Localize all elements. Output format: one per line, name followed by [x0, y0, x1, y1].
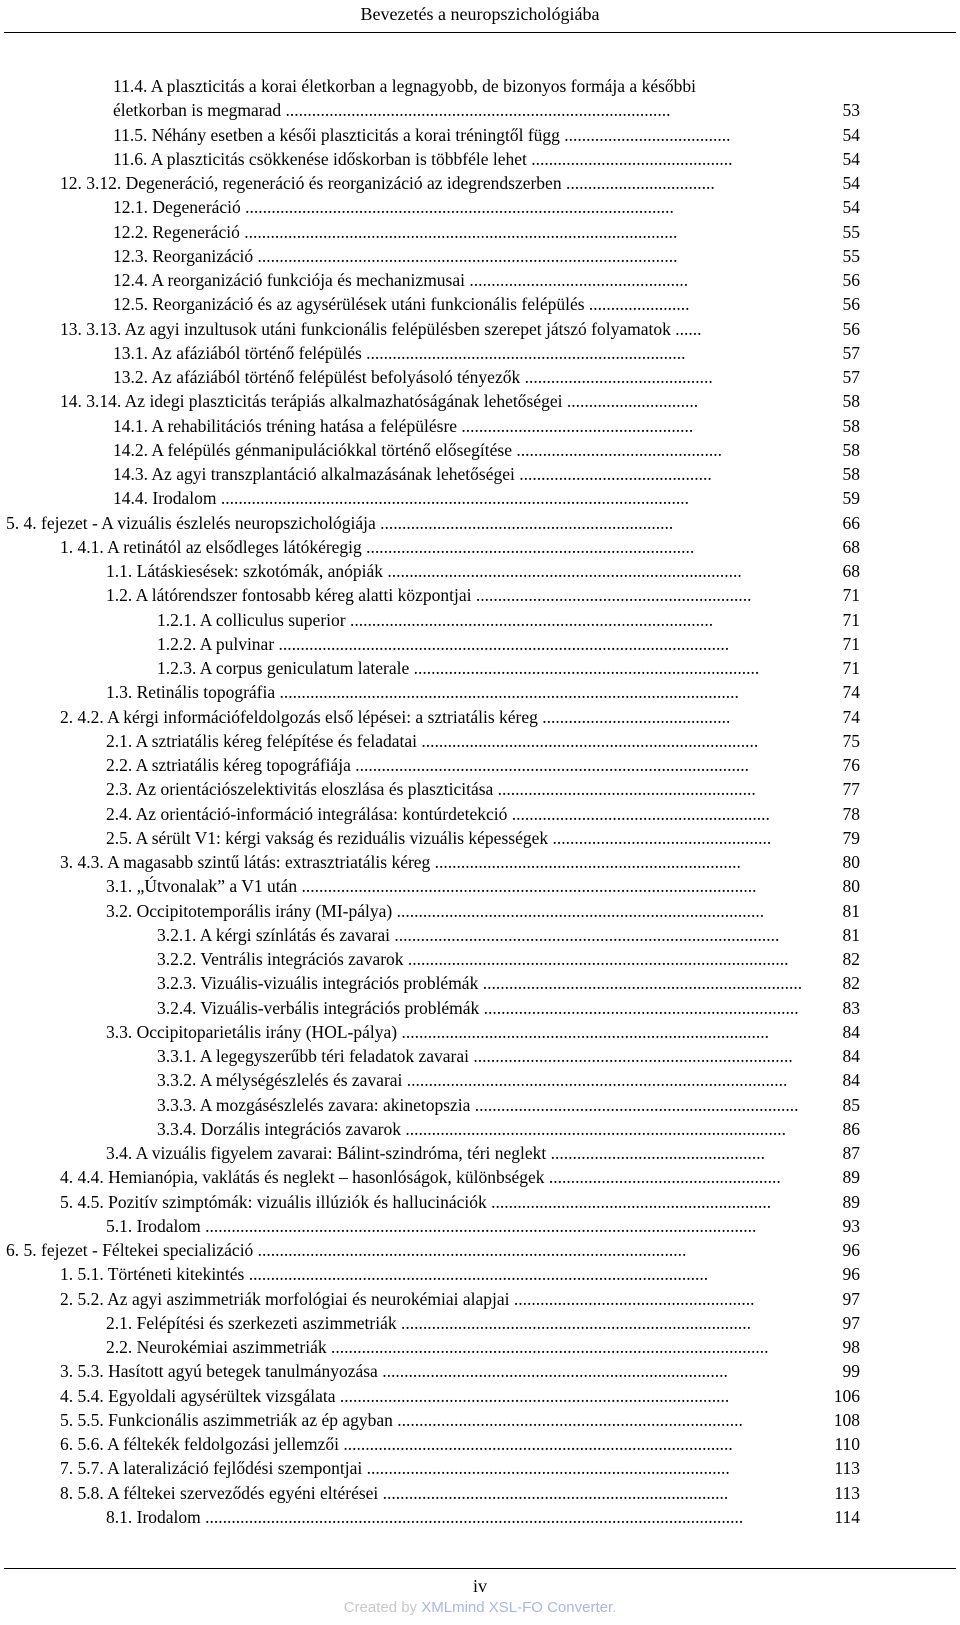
- toc-entry[interactable]: [0, 1505, 860, 1529]
- toc-page-number: 96: [842, 1264, 860, 1285]
- toc-entry-title: 4. 4.4. Hemianópia, vaklátás és neglekt – hasonlóságok, különbségek .....................................................: [60, 1167, 781, 1188]
- toc-entry-title: 3. 5.3. Hasított agyú betegek tanulmányozása ...............................................................................: [60, 1361, 728, 1382]
- toc-entry[interactable]: [0, 971, 860, 995]
- toc-entry-title: 1.3. Retinális topográfia .........................................................................................................: [106, 682, 739, 703]
- toc-page-number: 79: [842, 827, 860, 848]
- toc-entry-title: 3.3. Occipitoparietális irány (HOL-pálya) ....................................................................................: [106, 1021, 769, 1042]
- toc-entry[interactable]: [0, 608, 860, 632]
- toc-entry-title: 8. 5.8. A féltekei szerveződés egyéni eltérései ...............................................................................: [60, 1482, 729, 1503]
- toc-entry[interactable]: [0, 632, 860, 656]
- toc-entry[interactable]: [0, 729, 860, 753]
- toc-entry[interactable]: [0, 923, 860, 947]
- toc-entry[interactable]: [0, 147, 860, 171]
- toc-page-number: 56: [842, 294, 860, 315]
- table-of-contents: [0, 74, 960, 1529]
- toc-page-number: 71: [842, 633, 860, 654]
- toc-entry-title: 3. 4.3. A magasabb szintű látás: extrasztriatális kéreg ......................................................................: [60, 852, 741, 872]
- toc-entry[interactable]: [0, 680, 860, 704]
- toc-page-number: 113: [834, 1458, 860, 1479]
- toc-page-number: 54: [842, 173, 860, 193]
- footer-rule: [4, 1568, 956, 1569]
- toc-page-number: 59: [842, 488, 860, 509]
- toc-page-number: 84: [842, 1021, 860, 1042]
- toc-entry-title: 7. 5.7. A lateralizáció fejlődési szempontjai ...................................................................................: [60, 1458, 730, 1479]
- creator-credit: [0, 1599, 960, 1616]
- toc-entry[interactable]: [0, 1432, 860, 1456]
- toc-entry-title: életkorban is megmarad ........................................................................................: [113, 100, 671, 121]
- toc-page-number: 89: [842, 1167, 860, 1188]
- toc-entry[interactable]: [0, 1311, 860, 1335]
- toc-entry-title: 2.2. Neurokémiai aszimmetriák ....................................................................................................: [106, 1337, 769, 1357]
- toc-entry[interactable]: [0, 1044, 860, 1068]
- toc-page-number: 77: [842, 779, 860, 800]
- toc-entry-title: 14.3. Az agyi transzplantáció alkalmazásának lehetőségei ............................................: [113, 464, 712, 484]
- toc-entry[interactable]: [0, 947, 860, 971]
- toc-entry[interactable]: [0, 389, 860, 413]
- toc-page-number: 87: [842, 1143, 860, 1163]
- toc-entry[interactable]: [0, 123, 860, 147]
- toc-entry-title: 3.2.3. Vizuális-vizuális integrációs problémák .........................................................................: [157, 973, 803, 994]
- toc-entry-title: 3.2.1. A kérgi színlátás és zavarai ........................................................................................: [157, 924, 780, 945]
- toc-entry-title: 12.2. Regeneráció ...................................................................................................: [113, 221, 678, 242]
- toc-entry[interactable]: [0, 1190, 860, 1214]
- toc-entry[interactable]: [0, 899, 860, 923]
- toc-page-number: 114: [834, 1506, 860, 1527]
- toc-entry[interactable]: [0, 1262, 860, 1286]
- toc-entry-title: 2.3. Az orientációszelektivitás eloszlása és plaszticitása ...........................................................: [106, 779, 756, 800]
- toc-page-number: 71: [842, 658, 860, 678]
- toc-entry-title: 3.2. Occipitotemporális irány (MI-pálya) ....................................................................................: [106, 900, 765, 921]
- toc-entry[interactable]: [0, 705, 860, 729]
- toc-entry-title: 3.1. „Útvonalak” a V1 után ........................................................................................................: [106, 876, 757, 897]
- toc-page-number: 83: [842, 997, 860, 1018]
- toc-entry-title: 12.3. Reorganizáció ................................................................................................: [113, 245, 678, 266]
- toc-page-number: 68: [842, 561, 860, 581]
- toc-page-number: 82: [842, 949, 860, 969]
- toc-entry-title: 1.2.1. A colliculus superior ...................................................................................: [157, 609, 714, 630]
- header-rule: [4, 32, 956, 33]
- toc-entry-title: 1. 4.1. A retinától az elsődleges látókéregig ...........................................................................: [60, 536, 695, 557]
- toc-page-number: 75: [842, 730, 860, 751]
- page-number: iv: [472, 1576, 487, 1596]
- toc-entry[interactable]: [0, 777, 860, 801]
- toc-entry[interactable]: [0, 317, 860, 341]
- toc-entry-title: 11.6. A plaszticitás csökkenése időskorban is többféle lehet ..............................................: [113, 148, 733, 169]
- toc-entry[interactable]: [0, 583, 860, 607]
- toc-entry[interactable]: [0, 1068, 860, 1092]
- toc-entry[interactable]: [0, 98, 860, 122]
- toc-entry[interactable]: [0, 195, 860, 219]
- toc-entry-title: 3.2.4. Vizuális-verbális integrációs problémák ........................................................................: [157, 997, 799, 1018]
- toc-page-number: 57: [842, 367, 860, 387]
- toc-entry[interactable]: [0, 268, 860, 292]
- toc-page-number: 71: [842, 585, 860, 606]
- toc-entry-title: 3.3.3. A mozgásészlelés zavara: akinetopszia ..........................................................................: [157, 1094, 799, 1115]
- toc-entry[interactable]: [0, 826, 860, 850]
- toc-entry-title: 8.1. Irodalom ...........................................................................................................................: [106, 1506, 744, 1527]
- toc-entry-title: 2.1. Felépítési és szerkezeti aszimmetriák ................................................................................: [106, 1312, 751, 1333]
- toc-entry[interactable]: [0, 874, 860, 898]
- creator-brand-link[interactable]: XMLmind XSL-FO Converter: [421, 1599, 613, 1616]
- toc-page-number: 82: [842, 973, 860, 994]
- header-title: Bevezetés a neuropszichológiába: [360, 4, 600, 24]
- toc-page-number: 76: [842, 755, 860, 775]
- toc-entry[interactable]: [0, 753, 860, 777]
- toc-page-number: 98: [842, 1337, 860, 1357]
- toc-entry[interactable]: [0, 244, 860, 268]
- toc-entry-title: 2.2. A sztriatális kéreg topográfiája ..........................................................................................: [106, 755, 750, 775]
- creator-prefix: Created by: [343, 1599, 422, 1616]
- toc-entry[interactable]: [0, 220, 860, 244]
- toc-page-number: 54: [842, 148, 860, 169]
- toc-page-number: 57: [842, 342, 860, 363]
- toc-entry[interactable]: [0, 1020, 860, 1044]
- toc-page-number: 56: [842, 318, 860, 339]
- toc-page-number: 55: [842, 245, 860, 266]
- toc-page-number: 81: [842, 900, 860, 921]
- toc-entry-line[interactable]: [0, 74, 960, 98]
- toc-page-number: 58: [842, 415, 860, 436]
- toc-entry-title: 12.4. A reorganizáció funkciója és mechanizmusai ..................................................: [113, 270, 689, 290]
- toc-entry[interactable]: [0, 1335, 860, 1359]
- toc-entry[interactable]: [0, 1384, 860, 1408]
- toc-entry[interactable]: [0, 486, 860, 510]
- toc-page-number: 110: [834, 1434, 860, 1454]
- toc-entry-title: 6. 5.6. A féltekék feldolgozási jellemzői .........................................................................................: [60, 1434, 733, 1454]
- toc-entry[interactable]: [0, 1481, 860, 1505]
- running-header: [0, 0, 960, 41]
- toc-page-number: 54: [842, 197, 860, 218]
- toc-entry-title: 1.2.3. A corpus geniculatum laterale ...............................................................................: [157, 658, 760, 678]
- toc-entry[interactable]: [0, 341, 860, 365]
- toc-page-number: 97: [842, 1312, 860, 1333]
- toc-page-number: 56: [842, 270, 860, 290]
- toc-page-number: 66: [842, 512, 860, 533]
- toc-entry[interactable]: [0, 171, 860, 195]
- toc-page-number: 81: [842, 924, 860, 945]
- toc-entry-title: 3.3.4. Dorzális integrációs zavarok .......................................................................................: [157, 1118, 786, 1139]
- toc-entry[interactable]: [0, 996, 860, 1020]
- toc-page-number: 58: [842, 439, 860, 460]
- toc-page-number: 74: [842, 682, 860, 703]
- toc-page-number: 58: [842, 464, 860, 484]
- toc-entry-title: 2. 4.2. A kérgi információfeldolgozás első lépései: a sztriatális kéreg ...........................................: [60, 706, 731, 727]
- toc-entry[interactable]: [0, 1238, 860, 1262]
- toc-entry-title: 1.2.2. A pulvinar .......................................................................................................: [157, 633, 730, 654]
- toc-page-number: 71: [842, 609, 860, 630]
- toc-entry-title: 1. 5.1. Történeti kitekintés .........................................................................................................: [60, 1264, 709, 1285]
- toc-entry-title: 11.4. A plaszticitás a korai életkorban a legnagyobb, de bizonyos formája a későbbi: [113, 76, 697, 96]
- toc-page-number: 58: [842, 391, 860, 412]
- toc-entry[interactable]: [0, 1359, 860, 1383]
- toc-entry-title: 4. 5.4. Egyoldali agysérültek vizsgálata .........................................................................................: [60, 1385, 730, 1406]
- toc-entry[interactable]: [0, 462, 860, 486]
- toc-entry-title: 14.2. A felépülés génmanipulációkkal történő elősegítése ...............................................: [113, 439, 722, 460]
- toc-entry-title: 2.4. Az orientáció-információ integrálása: kontúrdetekció ...........................................................: [106, 803, 770, 824]
- toc-entry[interactable]: [0, 1165, 860, 1189]
- toc-page-number: 108: [833, 1409, 860, 1430]
- toc-entry-title: 1.1. Látáskiesések: szkotómák, anópiák .................................................................................: [106, 561, 742, 581]
- toc-entry-title: 5.1. Irodalom ..............................................................................................................................: [106, 1215, 757, 1236]
- toc-entry[interactable]: [0, 511, 860, 535]
- toc-entry-title: 14. 3.14. Az idegi plaszticitás terápiás alkalmazhatóságának lehetőségei ..............................: [60, 391, 699, 412]
- toc-entry-title: 5. 4.5. Pozitív szimptómák: vizuális illúziók és hallucinációk ................................................................: [60, 1191, 772, 1212]
- creator-suffix: .: [612, 1599, 617, 1616]
- toc-entry-title: 14.1. A rehabilitációs tréning hatása a felépülésre .....................................................: [113, 415, 694, 436]
- toc-page-number: 78: [842, 803, 860, 824]
- toc-entry[interactable]: [0, 1214, 860, 1238]
- toc-entry-title: 14.4. Irodalom ...........................................................................................................: [113, 488, 690, 509]
- toc-page-number: 99: [842, 1361, 860, 1382]
- toc-page-number: 54: [842, 124, 860, 145]
- toc-entry[interactable]: [0, 365, 860, 389]
- toc-page-number: 89: [842, 1191, 860, 1212]
- toc-entry-title: 12. 3.12. Degeneráció, regeneráció és reorganizáció az idegrendszerben ..................................: [60, 173, 715, 193]
- toc-entry-title: 3.2.2. Ventrális integrációs zavarok .......................................................................................: [157, 949, 789, 969]
- toc-page-number: 85: [842, 1094, 860, 1115]
- toc-entry[interactable]: [0, 1141, 860, 1165]
- toc-entry-title: 13.1. Az afáziából történő felépülés .........................................................................: [113, 342, 686, 363]
- toc-entry-title: 12.1. Degeneráció ..................................................................................................: [113, 197, 674, 218]
- toc-entry[interactable]: [0, 1287, 860, 1311]
- toc-entry-title: 5. 5.5. Funkcionális aszimmetriák az ép agyban ...............................................................................: [60, 1409, 743, 1430]
- toc-entry[interactable]: [0, 802, 860, 826]
- toc-entry-title: 6. 5. fejezet - Féltekei specializáció ..................................................................................................: [6, 1240, 687, 1260]
- toc-entry[interactable]: [0, 438, 860, 462]
- toc-entry-title: 3.3.1. A legegyszerűbb téri feladatok zavarai .........................................................................: [157, 1046, 793, 1066]
- toc-entry-title: 2.1. A sztriatális kéreg felépítése és feladatai .............................................................................: [106, 730, 759, 751]
- toc-page-number: 113: [834, 1482, 860, 1503]
- toc-page-number: 96: [842, 1240, 860, 1260]
- toc-entry[interactable]: [0, 1408, 860, 1432]
- toc-page-number: 74: [842, 706, 860, 727]
- toc-entry-title: 1.2. A látórendszer fontosabb kéreg alatti központjai ...............................................................: [106, 585, 752, 606]
- toc-entry[interactable]: [0, 559, 860, 583]
- toc-entry-title: 5. 4. fejezet - A vizuális észlelés neuropszichológiája ...................................................................: [6, 512, 674, 533]
- toc-page-number: 84: [842, 1046, 860, 1066]
- toc-entry-title: 12.5. Reorganizáció és az agysérülések utáni funkcionális felépülés .......................: [113, 294, 690, 315]
- toc-entry[interactable]: [0, 1456, 860, 1480]
- toc-entry[interactable]: [0, 850, 860, 874]
- toc-page-number: 84: [842, 1070, 860, 1091]
- toc-entry-title: 2.5. A sérült V1: kérgi vakság és reziduális vizuális képességek ..................................................: [106, 827, 772, 848]
- toc-page-number: 86: [842, 1118, 860, 1139]
- toc-entry[interactable]: [0, 1117, 860, 1141]
- toc-page-number: 93: [842, 1215, 860, 1236]
- toc-page-number: 80: [842, 876, 860, 897]
- toc-entry-title: 2. 5.2. Az agyi aszimmetriák morfológiai és neurokémiai alapjai .......................................................: [60, 1288, 755, 1309]
- toc-entry[interactable]: [0, 414, 860, 438]
- toc-entry[interactable]: [0, 1093, 860, 1117]
- toc-entry-title: 3.4. A vizuális figyelem zavarai: Bálint-szindróma, téri neglekt .................................................: [106, 1143, 766, 1163]
- toc-page-number: 80: [842, 852, 860, 872]
- toc-entry[interactable]: [0, 656, 860, 680]
- toc-entry-title: 13. 3.13. Az agyi inzultusok utáni funkcionális felépülésben szerepet játszó folyamatok ......: [60, 318, 702, 339]
- toc-entry[interactable]: [0, 292, 860, 316]
- toc-page-number: 97: [842, 1288, 860, 1309]
- toc-entry-title: 13.2. Az afáziából történő felépülést befolyásoló tényezők ...........................................: [113, 367, 713, 387]
- toc-entry-title: 11.5. Néhány esetben a késői plaszticitás a korai tréningtől függ ......................................: [113, 124, 731, 145]
- toc-page-number: 55: [842, 221, 860, 242]
- toc-page-number: 106: [833, 1385, 860, 1406]
- toc-entry-title: 3.3.2. A mélységészlelés és zavarai .......................................................................................: [157, 1070, 788, 1091]
- toc-entry[interactable]: [0, 535, 860, 559]
- toc-page-number: 53: [842, 100, 860, 121]
- toc-page-number: 68: [842, 536, 860, 557]
